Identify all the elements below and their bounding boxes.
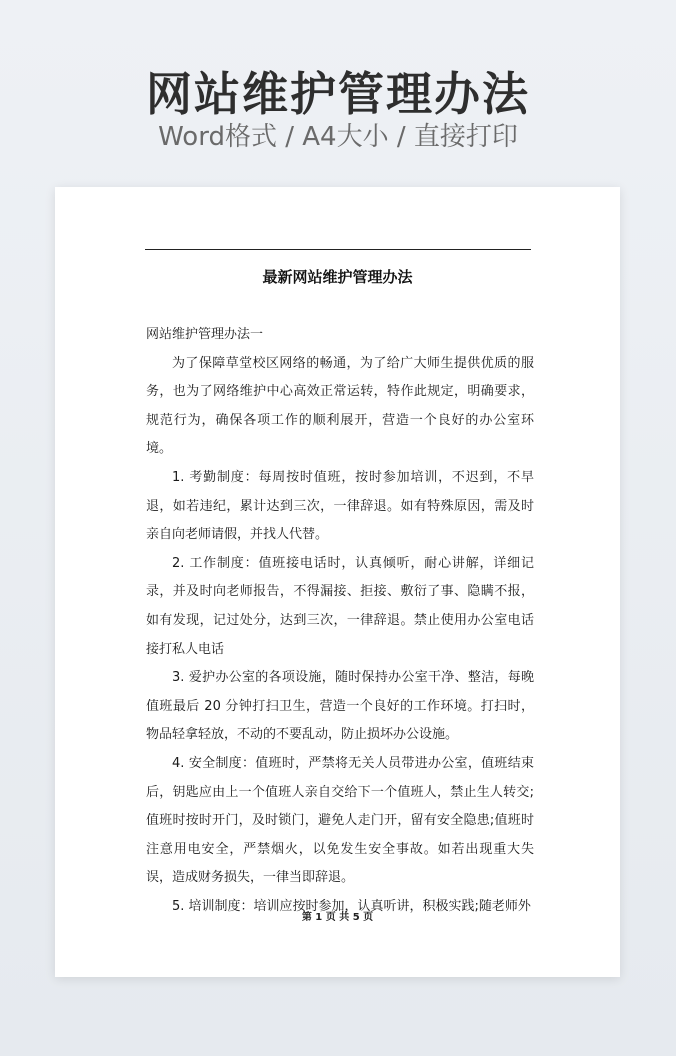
paragraph-intro: 为了保障草堂校区网络的畅通，为了给广大师生提供优质的服务，也为了网络维护中心高效正常运转，特作此规定，明确要求，规范行为，确保各项工作的顺利展开，营造一个良好的办公室环境。 [146,355,534,457]
paragraph-safety: 4. 安全制度：值班时，严禁将无关人员带进办公室，值班结束后，钥匙应由上一个值班人亲自交给下一个值班人，禁止生人转交;值班时按时开门，及时锁门，避免人走门开，留有安全隐患;值班时注意用电安全，严禁烟火，以免发生安全事故。如若出现重大失误，造成财务损失，一律当即辞退。 [146,755,534,886]
document-page [55,187,620,977]
page-footer: 第 1 页 共 5 页 [301,912,374,923]
banner-subtitle: Word格式 / A4大小 / 直接打印 [158,122,518,152]
paragraph-office-care: 3. 爱护办公室的各项设施，随时保持办公室干净、整洁，每晚值班最后 20 分钟打扫卫生，营造一个良好的工作环境。打扫时，物品轻拿轻放，不动的不要乱动，防止损坏办公设施。 [146,670,534,743]
header-rule [145,249,531,250]
paragraph-attendance: 1. 考勤制度：每周按时值班，按时参加培训，不迟到，不早退，如若违纪，累计达到三次，一律辞退。如有特殊原因，需及时亲自向老师请假，并找人代替。 [146,469,534,543]
document-title: 最新网站维护管理办法 [262,268,413,286]
paragraph-work-rules: 2. 工作制度：值班接电话时，认真倾听，耐心讲解，详细记录，并及时向老师报告，不得漏接、拒接、敷衍了事、隐瞒不报，如有发现，记过处分，达到三次，一律辞退。禁止使用办公室电话接打私人电话 [146,555,534,657]
document-body [146,321,534,921]
paragraph-training: 5. 培训制度：培训应按时参加，认真听讲，积极实践;随老师外 [172,898,531,914]
section-heading: 网站维护管理办法一 [146,327,264,342]
banner-title: 网站维护管理办法 [146,67,530,121]
